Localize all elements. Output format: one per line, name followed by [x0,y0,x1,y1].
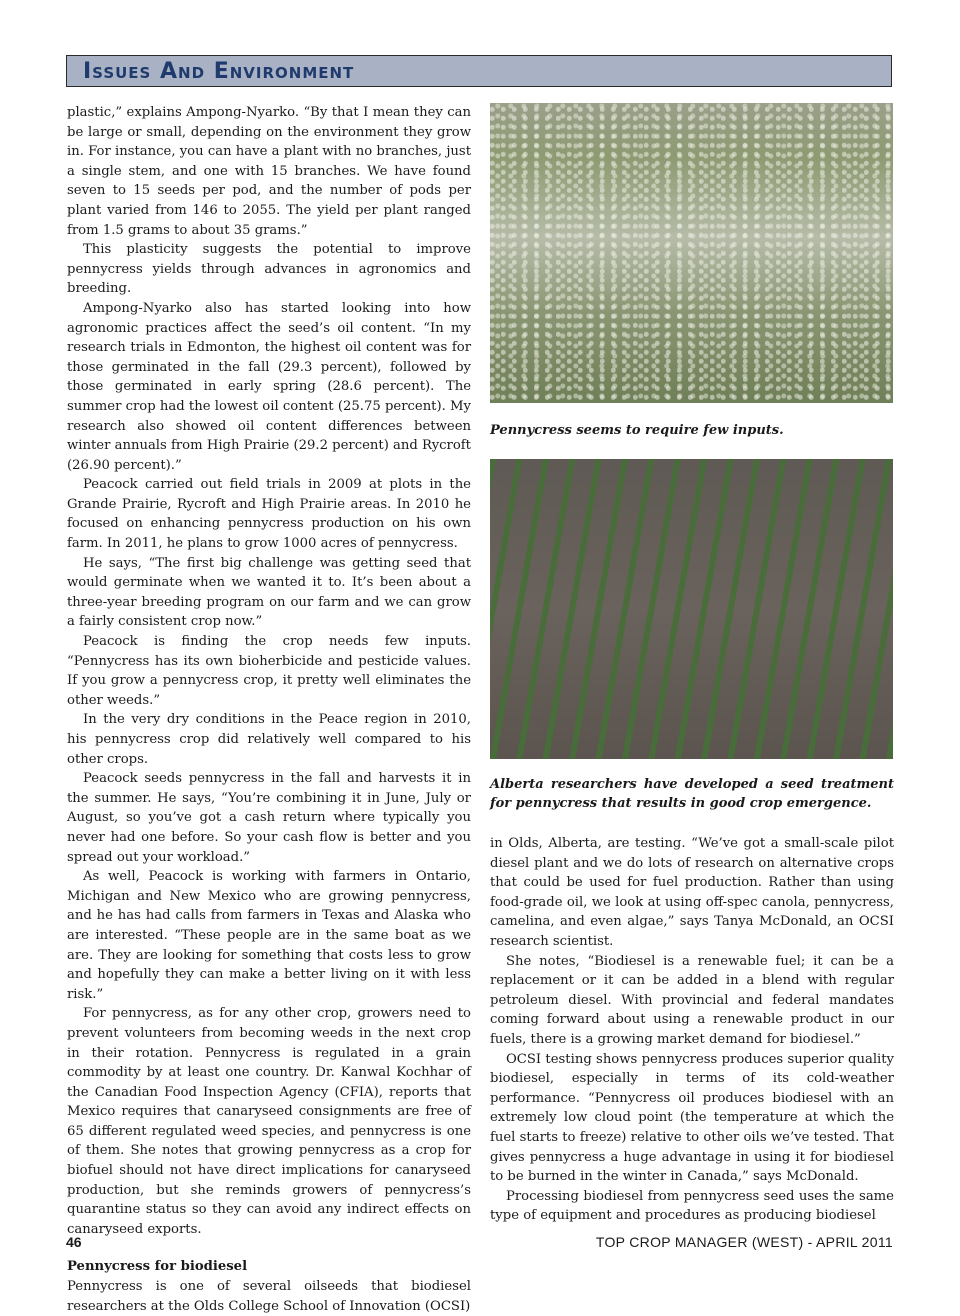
pennycress-field-photo [490,103,893,403]
subheading: Pennycress for biodiesel [67,1259,248,1275]
paragraph: She notes, “Biodiesel is a renewable fuel; it can be a replacement or it can be added in a blend with regular petroleum diesel. With provincial and federal mandates coming forward about using a renewable product in our fuels, there is a growing market demand for biodiesel.” [490,953,894,1047]
paragraph: Ampong-Nyarko also has started looking into how agronomic practices affect the seed’s oil content. “In my research trials in Edmonton, the highest oil content was for those germinated in the fall (29.3 percent), followed by those germinated in early spring (28.6 percent). The summer crop had the lowest oil content (25.75 percent). My research also showed oil content differences between winter annuals from High Prairie (29.2 percent) and Rycroft (26.90 percent).” [67,300,471,473]
right-column [490,834,894,1226]
paragraph: As well, Peacock is working with farmers in Ontario, Michigan and New Mexico who are growing pennycress, and he has had calls from farmers in Texas and Alaska who are interested. “These people are in the same boat as we are. They are looking for something that costs less to grow and hopefully they can make a better living on it with less risk.” [67,869,471,1002]
paragraph: He says, “The first big challenge was getting seed that would germinate when we wanted it to. It’s been about a three-year breeding program on our farm and we can grow a fairly consistent crop now.” [67,555,471,630]
paragraph: This plasticity suggests the potential to improve pennycress yields through advances in agronomics and breeding. [67,242,471,297]
page-number: 46 [66,1234,82,1250]
photo-caption: Pennycress seems to require few inputs. [490,423,784,438]
paragraph: Peacock seeds pennycress in the fall and harvests it in the summer. He says, “You’re combining it in June, July or August, so you’ve got a cash return where typically you never had one before. So your cash flow is better and you spread out your workload.” [67,771,471,865]
paragraph: In the very dry conditions in the Peace region in 2010, his pennycress crop did relatively well compared to his other crops. [67,712,471,767]
left-column [67,103,471,1316]
paragraph: in Olds, Alberta, are testing. “We’ve got a small-scale pilot diesel plant and we do lots of research on alternative crops that could be used for fuel production. Rather than using food-grade oil, we look at using off-spec canola, pennycress, camelina, and even algae,” says Tanya McDonald, an OCSI research scientist. [490,836,894,949]
paragraph: plastic,” explains Ampong-Nyarko. “By that I mean they can be large or small, depending on the environment they grow in. For instance, you can have a plant with no branches, just a single stem, and one with 15 branches. We have found seven to 15 seeds per pod, and the number of pods per plant varied from 146 to 2055. The yield per plant ranged from 1.5 grams to about 35 grams.” [67,105,471,238]
paragraph: Peacock is finding the crop needs few inputs. “Pennycress has its own bioherbicide and pesticide values. If you grow a pennycress crop, it pretty well eliminates the other weeds.” [67,634,471,708]
pennycress-rows-photo [490,459,893,759]
paragraph: OCSI testing shows pennycress produces superior quality biodiesel, especially in terms of its cold-weather performance. “Pennycress oil produces biodiesel with an extremely low cloud point (the temperature at which the fuel starts to freeze) relative to other oils we’ve tested. That gives pennycress a huge advantage in using it for biodiesel to be burned in the winter in Canada,” says McDonald. [490,1051,894,1185]
section-header-bar [66,55,892,87]
section-title: Issues And Environment [83,59,355,84]
photo-caption: Alberta researchers have developed a seed treatment for pennycress that results in good crop emergence. [490,777,894,811]
paragraph: Processing biodiesel from pennycress seed uses the same type of equipment and procedures as producing biodiesel [490,1188,894,1224]
paragraph: Peacock carried out field trials in 2009 at plots in the Grande Prairie, Rycroft and High Prairie areas. In 2010 he focused on enhancing pennycress production on his own farm. In 2011, he plans to grow 1000 acres of pennycress. [67,477,471,552]
paragraph: Pennycress is one of several oilseeds that biodiesel researchers at the Olds College School of Innovation (OCSI) [67,1279,471,1314]
publication-footer: TOP CROP MANAGER (WEST) - APRIL 2011 [595,1234,893,1250]
paragraph: For pennycress, as for any other crop, growers need to prevent volunteers from becoming weeds in the next crop in their rotation. Pennycress is regulated in a grain commodity by at least one country. Dr. Kanwal Kochhar of the Canadian Food Inspection Agency (CFIA), reports that Mexico requires that canaryseed consignments are free of 65 different regulated weed species, and pennycress is one of them. She notes that growing pennycress as a crop for biofuel should not have direct implications for canaryseed production, but she reminds growers of pennycress’s quarantine status so they can avoid any indirect effects on canaryseed exports. [67,1006,471,1237]
